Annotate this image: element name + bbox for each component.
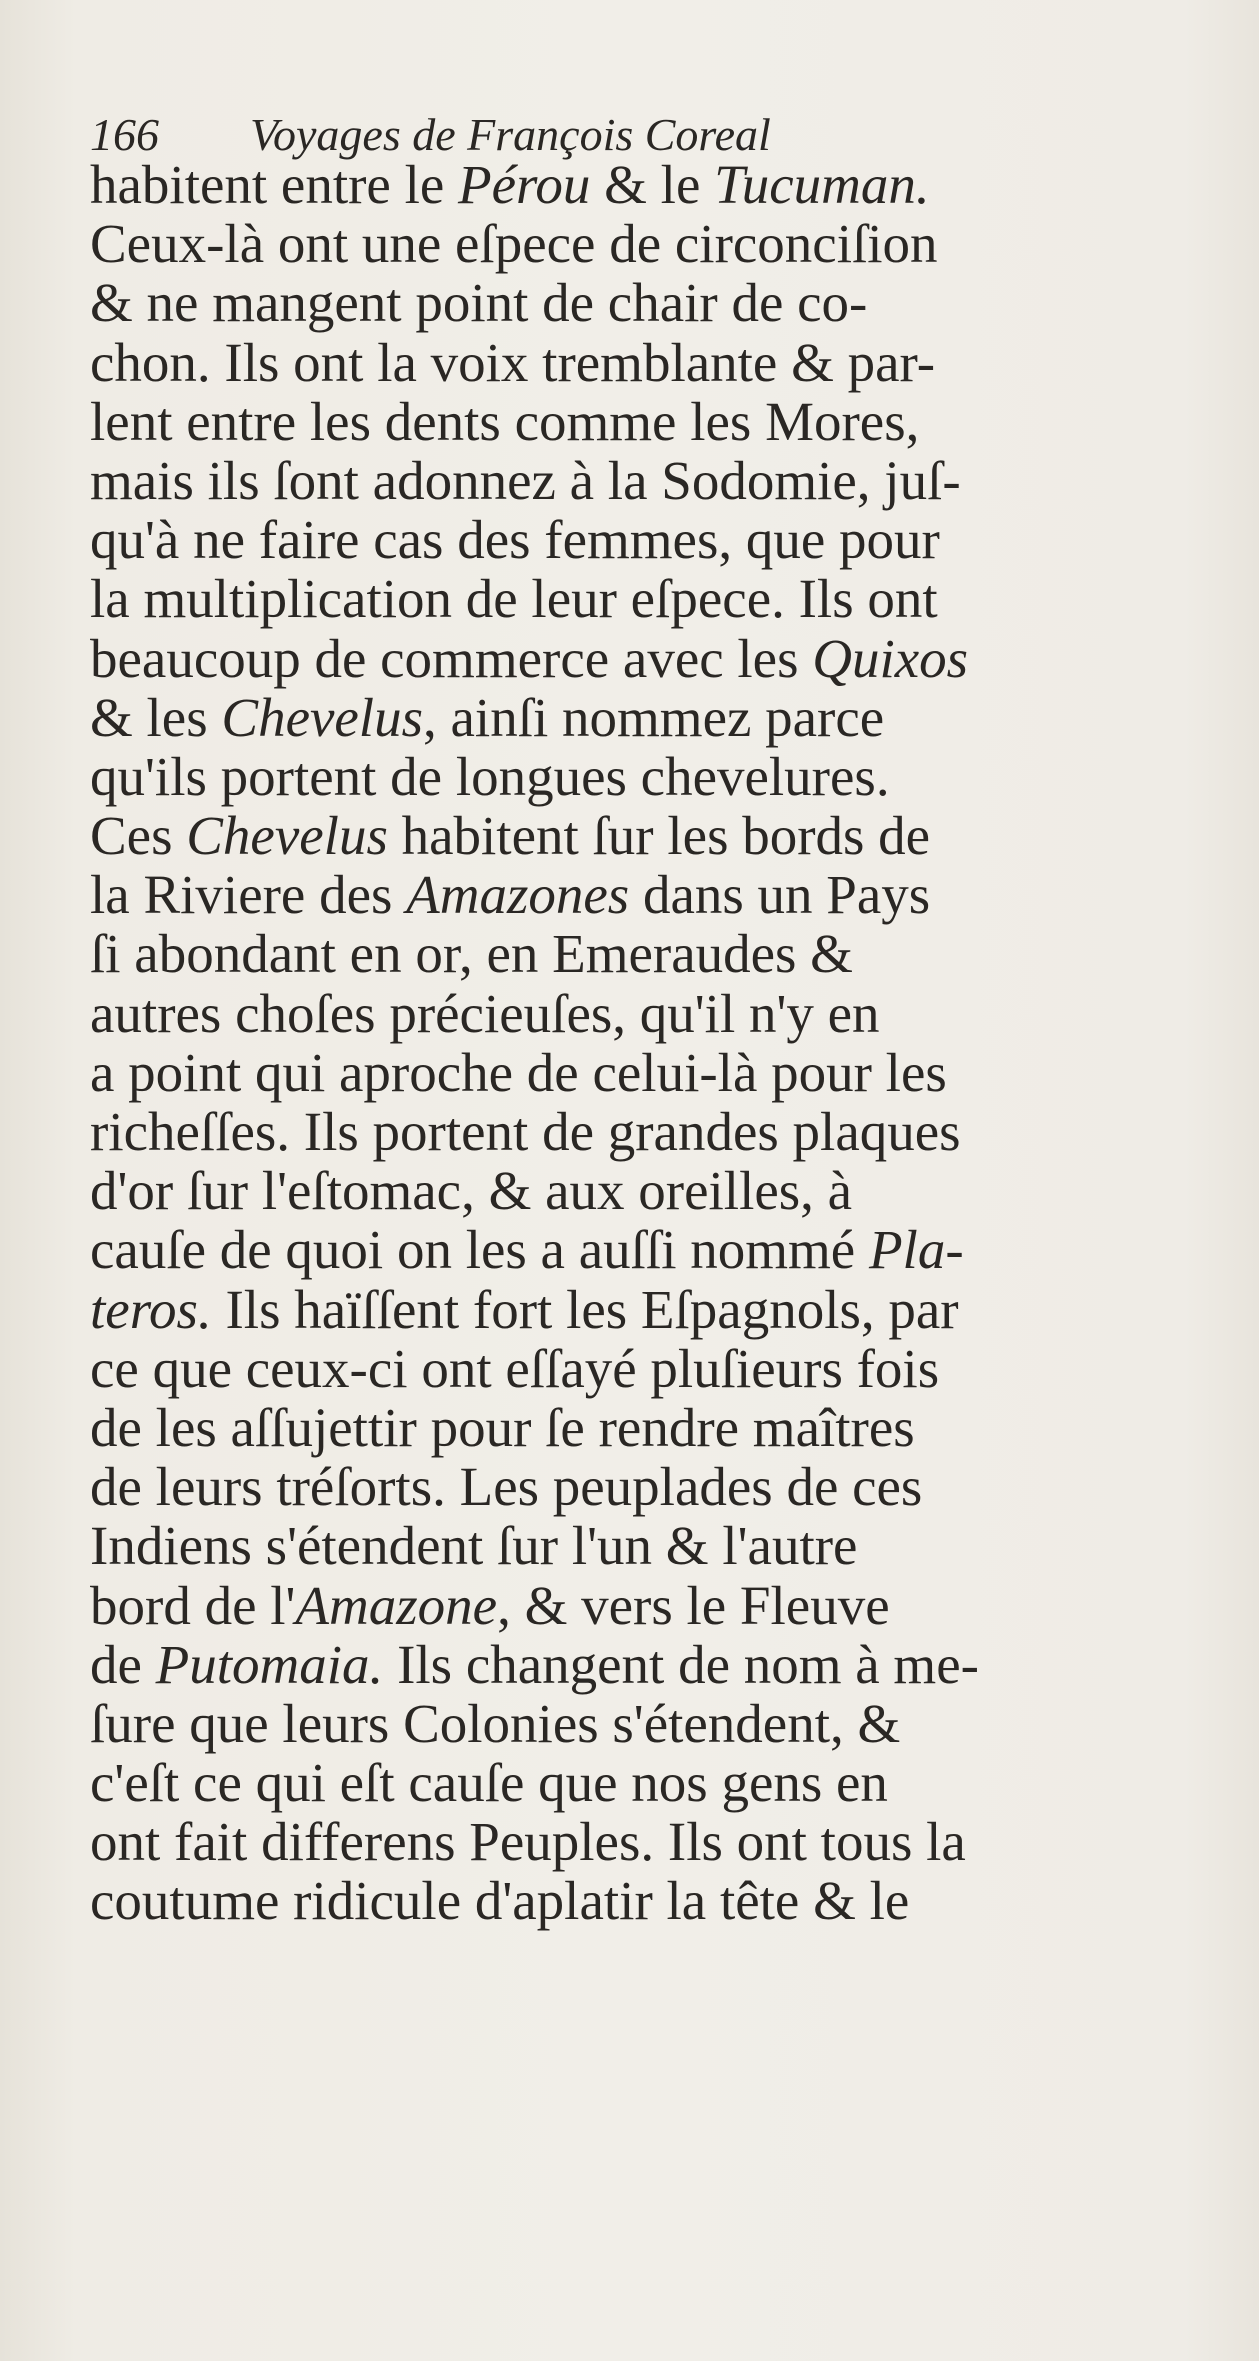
text-segment: Indiens s'étendent ſur l'un & l'autre [90, 1515, 858, 1577]
text-line [90, 1161, 1190, 1220]
text-line [90, 1339, 1190, 1398]
text-segment: qu'ils portent de longues chevelures. [90, 745, 890, 807]
italic-text-segment: Chevelus [186, 805, 388, 867]
text-segment: & les [90, 686, 222, 748]
text-segment: ont fait differens Peuples. Ils ont tous la [90, 1811, 966, 1873]
text-line [90, 1694, 1190, 1753]
text-line [90, 451, 1190, 510]
text-line [90, 1516, 1190, 1575]
text-line [90, 1871, 1190, 1930]
text-segment: d'or ſur l'eſtomac, & aux oreilles, à [90, 1160, 853, 1222]
italic-text-segment: Chevelus [221, 686, 423, 748]
text-segment: richeſſes. Ils portent de grandes plaques [90, 1101, 961, 1162]
text-line [90, 569, 1190, 628]
text-line [90, 984, 1190, 1043]
text-line [90, 1753, 1190, 1812]
text-line [90, 1280, 1190, 1339]
italic-text-segment: Putomaia. [155, 1633, 384, 1695]
italic-text-segment: Amazone [295, 1574, 498, 1636]
text-segment: Ils changent de nom à me- [383, 1633, 979, 1695]
text-line [90, 1043, 1190, 1102]
text-line [90, 629, 1190, 688]
text-line [90, 214, 1190, 273]
text-segment: ce que ceux-ci ont eſſayé pluſieurs fois [90, 1337, 940, 1399]
running-title: Voyages de François Coreal [250, 109, 771, 160]
text-segment: habitent ſur les bords de [387, 805, 931, 867]
text-segment: & ne mangent point de chair de co- [90, 272, 868, 334]
text-segment: ſi abondant en or, en Emeraudes & [90, 923, 853, 985]
text-segment: dans un Pays [629, 864, 931, 926]
text-segment: ſure que leurs Colonies s'étendent, & [90, 1692, 901, 1754]
text-segment: , ainſi nommez parce [423, 686, 885, 748]
text-segment: , & vers le Fleuve [497, 1574, 890, 1636]
italic-text-segment: Pla- [868, 1219, 964, 1281]
italic-text-segment: teros. [90, 1278, 212, 1340]
text-line [90, 1398, 1190, 1457]
text-segment: chon. Ils ont la voix tremblante & par- [90, 331, 936, 393]
text-segment: bord de l' [90, 1574, 296, 1636]
text-line [90, 865, 1190, 924]
text-line [90, 1635, 1190, 1694]
text-line [90, 1812, 1190, 1871]
text-line [90, 747, 1190, 806]
text-segment: Ils haïſſent fort les Eſpagnols, par [211, 1278, 959, 1340]
text-line [90, 924, 1190, 983]
text-segment: beaucoup de commerce avec les [90, 627, 813, 689]
text-segment: la Riviere des [90, 864, 407, 926]
text-segment: mais ils ſont adonnez à la Sodomie, juſ- [90, 449, 961, 511]
italic-text-segment: Tucuman. [714, 154, 930, 215]
italic-text-segment: Amazones [406, 864, 630, 926]
text-segment: a point qui aproche de celui-là pour les [90, 1041, 947, 1103]
text-segment: coutume ridicule d'aplatir la tête & le [90, 1870, 910, 1932]
text-line [90, 1102, 1190, 1161]
italic-text-segment: Pérou [458, 154, 591, 215]
text-segment: autres choſes précieuſes, qu'il n'y en [90, 982, 880, 1044]
text-segment: c'eſt ce qui eſt cauſe que nos gens en [90, 1752, 888, 1814]
text-line [90, 155, 1190, 214]
text-segment: de les aſſujettir pour ſe rendre maîtres [90, 1396, 915, 1458]
text-segment: Ceux-là ont une eſpece de circonciſion [90, 213, 938, 275]
text-segment: qu'à ne faire cas des femmes, que pour [90, 509, 940, 571]
text-line [90, 806, 1190, 865]
page-number: 166 [90, 109, 159, 160]
text-line [90, 273, 1190, 332]
text-line [90, 510, 1190, 569]
text-segment: & le [590, 154, 715, 215]
text-segment: cauſe de quoi on les a auſſi nommé [90, 1219, 869, 1281]
text-line [90, 1457, 1190, 1516]
text-segment: la multiplication de leur eſpece. Ils ont [90, 568, 938, 630]
text-segment: lent entre les dents comme les Mores, [90, 390, 920, 452]
text-segment: de [90, 1633, 156, 1695]
text-segment: Ces [90, 805, 187, 867]
text-line [90, 333, 1190, 392]
text-line [90, 392, 1190, 451]
italic-text-segment: Quixos [812, 627, 969, 689]
text-line [90, 688, 1190, 747]
text-line [90, 1576, 1190, 1635]
text-segment: de leurs tréſorts. Les peuplades de ces [90, 1456, 923, 1518]
text-line [90, 1220, 1190, 1279]
body-text [90, 155, 1190, 1931]
text-segment: habitent entre le [90, 154, 459, 215]
